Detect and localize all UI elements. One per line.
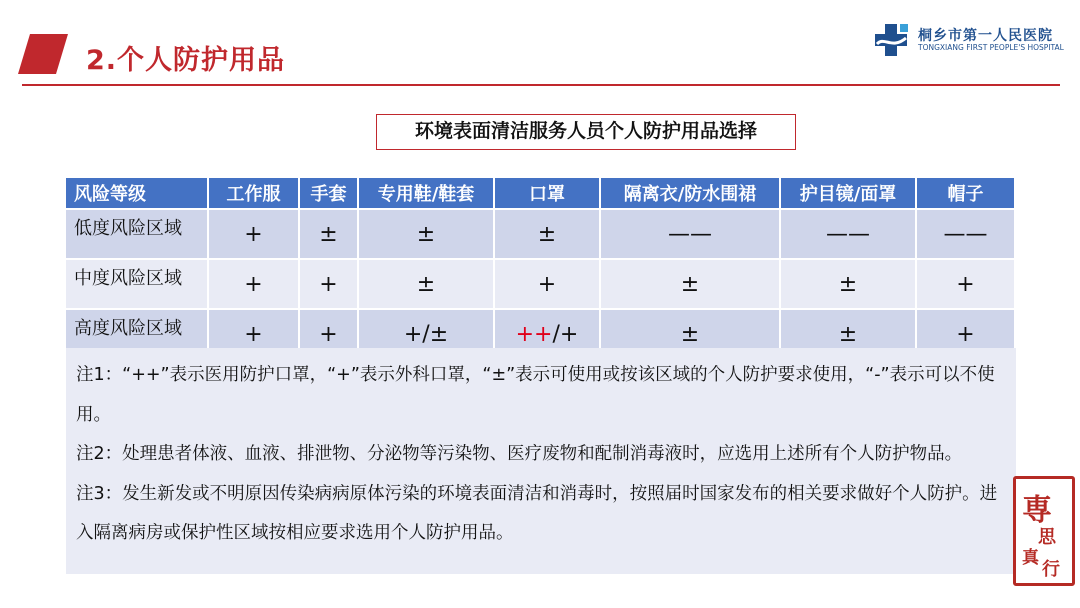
table-cell: +	[495, 260, 601, 310]
table-cell: ±	[601, 260, 781, 310]
header-risk-level: 风险等级	[66, 178, 209, 210]
mask-red-mark: ++	[515, 321, 553, 347]
table-cell: ±	[300, 210, 359, 260]
table-cell: +	[300, 260, 359, 310]
slide-title: 2.个人防护用品	[86, 45, 286, 76]
table-title: 环境表面清洁服务人员个人防护用品选择	[376, 114, 796, 150]
table-cell: ±	[781, 310, 917, 360]
header-work-clothes: 工作服	[209, 178, 300, 210]
table-cell: +/±	[359, 310, 495, 360]
table-cell: +	[917, 260, 1016, 310]
table-cell: ±	[359, 210, 495, 260]
note-2: 注2：处理患者体液、血液、排泄物、分泌物等污染物、医疗废物和配制消毒液时，应选用上述所有个人防护物品。	[76, 444, 963, 464]
hospital-logo-icon	[872, 22, 910, 58]
notes-box	[66, 348, 1016, 574]
risk-level-high: 高度风险区域	[66, 310, 209, 360]
seal-stamp-icon: 専 思 真 行	[1013, 476, 1075, 586]
header-shoes: 专用鞋/鞋套	[359, 178, 495, 210]
hospital-name: 桐乡市第一人民医院	[918, 28, 1053, 44]
table-cell: ——	[917, 210, 1016, 260]
header-cap: 帽子	[917, 178, 1016, 210]
table-header-row	[66, 178, 1016, 210]
header-gloves: 手套	[300, 178, 359, 210]
table-cell: ±	[495, 210, 601, 260]
table-cell: ——	[601, 210, 781, 260]
hospital-name-en: TONGXIANG FIRST PEOPLE'S HOSPITAL	[918, 43, 1064, 52]
table-cell: +	[209, 310, 300, 360]
table-cell: +	[300, 310, 359, 360]
header-goggles: 护目镜/面罩	[781, 178, 917, 210]
header-gown: 隔离衣/防水围裙	[601, 178, 781, 210]
risk-level-medium: 中度风险区域	[66, 260, 209, 310]
risk-level-low: 低度风险区域	[66, 210, 209, 260]
note-3: 注3：发生新发或不明原因传染病病原体污染的环境表面清洁和消毒时，按照届时国家发布的相关要求做好个人防护。进入隔离病房或保护性区域按相应要求选用个人防护用品。	[76, 483, 998, 543]
table-cell: ±	[781, 260, 917, 310]
note-1: 注1：“++”表示医用防护口罩，“+”表示外科口罩，“±”表示可使用或按该区域的个人防护要求使用，“-”表示可以不使用。	[76, 365, 995, 425]
table-row	[66, 260, 1016, 310]
table-cell: +	[917, 310, 1016, 360]
header-mask: 口罩	[495, 178, 601, 210]
mask-rest-mark: /+	[552, 321, 579, 347]
table-cell: ±	[359, 260, 495, 310]
table-cell: ——	[781, 210, 917, 260]
table-row	[66, 210, 1016, 260]
title-underline	[22, 84, 1060, 86]
table-cell: +	[209, 260, 300, 310]
hospital-logo	[872, 22, 1062, 58]
table-cell: +	[209, 210, 300, 260]
title-accent-block	[18, 34, 68, 74]
ppe-table	[66, 178, 1016, 360]
table-cell: ±	[601, 310, 781, 360]
